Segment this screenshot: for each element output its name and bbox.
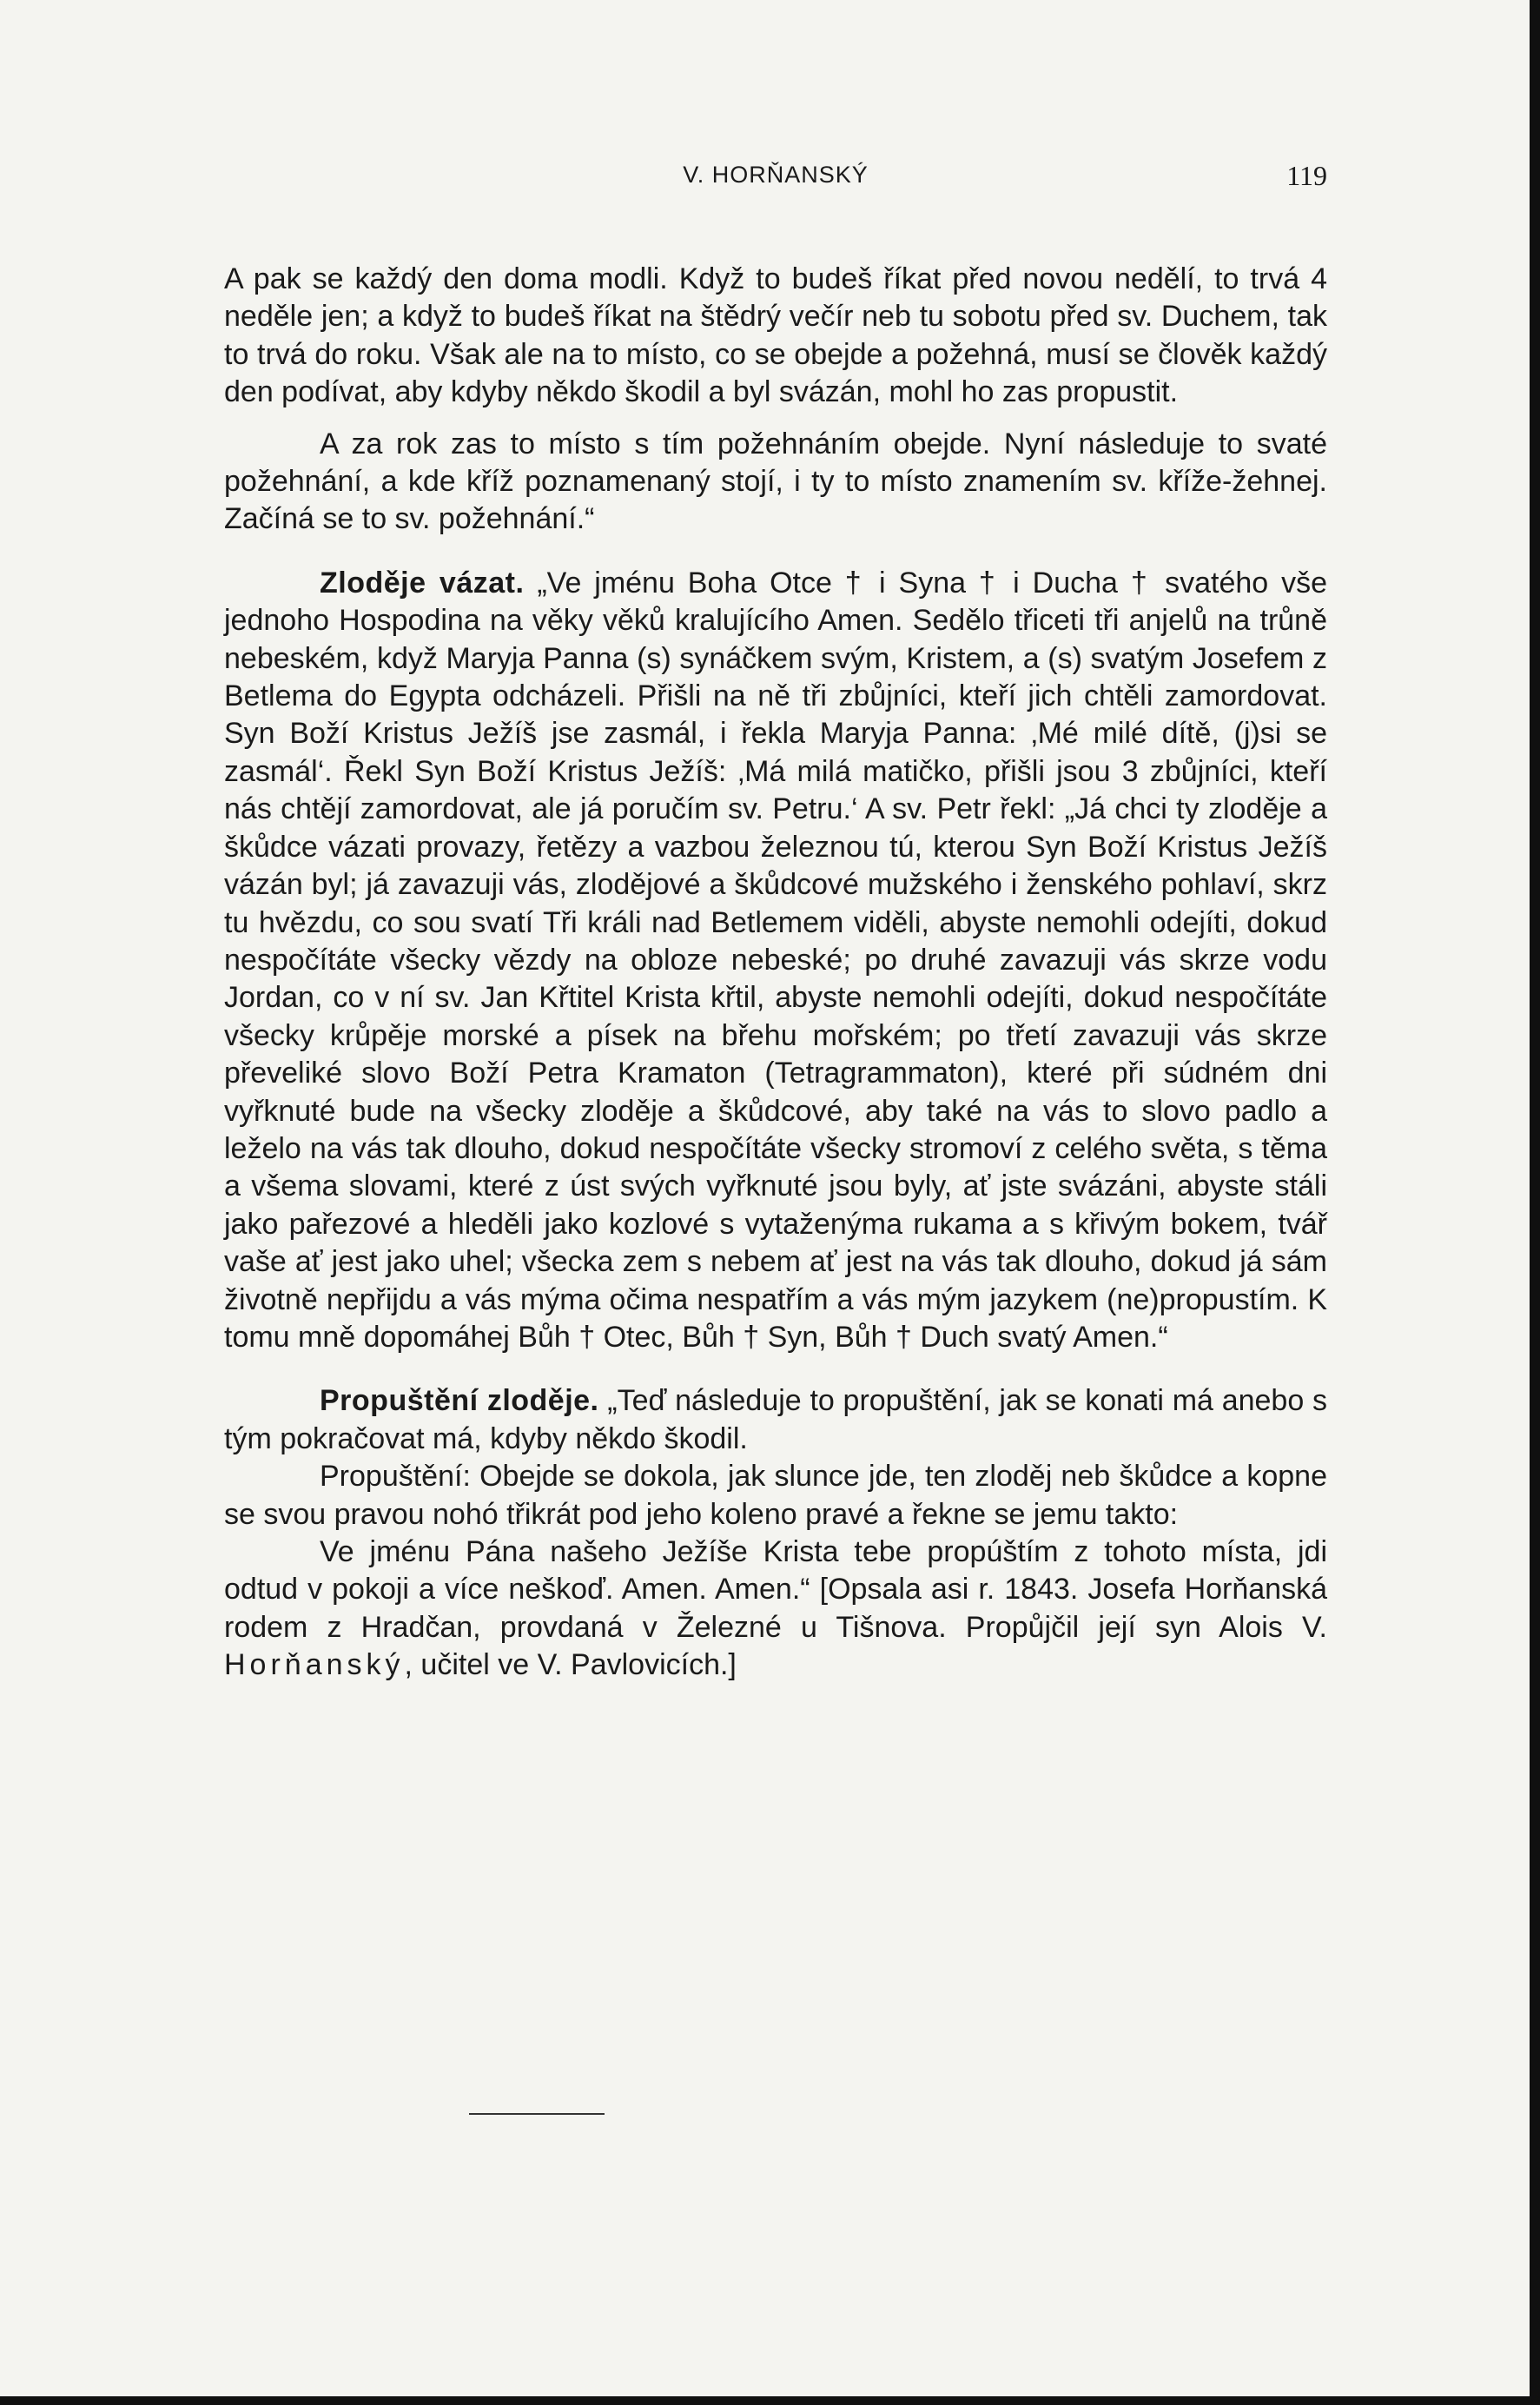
body-text — [224, 261, 1327, 1685]
author-name: Horňanský — [224, 1648, 405, 1682]
section-propusteni-zlodeje — [224, 1382, 1327, 1458]
paragraph-text: : Obejde se dokola, jak slunce jde, ten zloděj neb škůdce a kopne se svou pravou nohó třikrát pod jeho koleno pravé a řekne se jemu takto: — [224, 1460, 1327, 1531]
paragraph-label: Propuštění — [320, 1460, 463, 1494]
section-text: „Teď následuje to propuštění, jak se konati má anebo s tým pokračovat má, kdyby někdo škodil. — [224, 1384, 1327, 1455]
paragraph-text: Ve jménu Pána našeho Ježíše Krista tebe propúštím z tohoto místa, jdi odtud v pokoji a více neškoď. Amen. Amen.“ [Opsala asi r. 1843. Josefa Horňanská rodem z Hradčan, provdaná v Železné u Tišnova. Propůjčil její syn Alois V. — [224, 1535, 1327, 1644]
scan-border-right — [1530, 0, 1540, 2405]
paragraph: A pak se každý den doma modli. Když to budeš říkat před novou nedělí, to trvá 4 neděle jen; a když to budeš říkat na štědrý večír neb tu sobotu před sv. Duchem, tak to trvá do roku. Však ale na to místo, co se obejde a požehná, musí se člověk každý den podívat, aby kdyby někdo škodil a byl svázán, mohl ho zas propustit. — [224, 262, 1327, 409]
paragraph: A za rok zas to místo s tím požehnáním obejde. Nyní následuje to svaté požehnání, a kde kříž poznamenaný stojí, i ty to místo znamením sv. kříže-žehnej. Začíná se to sv. požehnání.“ — [224, 427, 1327, 536]
paragraph — [224, 1458, 1327, 1534]
section-text: „Ve jménu Boha Otce † i Syna † i Ducha † svatého vše jednoho Hospodina na věky věků kralujícího Amen. Sedělo třiceti tři anjelů na trůně nebeském, když Maryja Panna (s) synáčkem svým, Kristem, a (s) svatým Josefem z Betlema do Egypta odcházeli. Přišli na ně tři zbůjníci, kteří jich chtěli zamordovat. Syn Boží Kristus Ježíš jse zasmál, i řekla Maryja Panna: ‚Mé milé dítě, (j)si se zasmál‘. Řekl Syn Boží Kristus Ježíš: ‚Má milá matičko, přišli jsou 3 zbůjníci, kteří nás chtějí zamordovat, ale já poručím sv. Petru.‘ A sv. Petr řekl: „Já chci ty zloděje a škůdce vázati provazy, řetězy a vazbou železnou tú, kterou Syn Boží Kristus Ježíš vázán byl; já zavazuji vás, zlodějové a škůdcové mužského i ženského pohlaví, skrz tu hvězdu, co sou svatí Tři králi nad Betlemem viděli, abyste nemohli odejíti, dokud nespočítáte všecky vězdy na obloze nebeské; po druhé zavazuji vás skrze vodu Jordan, co v ní sv. Jan Křtitel Krista křtil, abyste nemohli odejíti, dokud nespočítáte všecky krůpěje morské a písek na břehu mořském; po třetí zavazuji vás skrze převeliké slovo Boží Petra Kramaton (Tetragrammaton), které při súdném dni vyřknuté bude na všecky zloděje a škůdcové, aby také na vás to slovo padlo a leželo na vás tak dlouho, dokud nespočítáte všecky stromoví z celého světa, s těma a všema slovami, které z úst svých vyřknuté jsou byly, ať jste svázáni, abyste stáli jako pařezové a hleděli jako kozlové s vytaženýma rukama a s křivým bokem, tvář vaše ať jest jako uhel; všecka zem s nebem ať jest na vás tak dlouho, dokud já sám životně nepřijdu a vás mýma očima nespatřím a vás mým jazykem (ne)propustím. K tomu mně dopomáhej Bůh † Otec, Bůh † Syn, Bůh † Duch svatý Amen.“ — [224, 566, 1327, 1354]
page-number: 119 — [1286, 160, 1327, 191]
section-zlodeje-vazat — [224, 565, 1327, 1357]
paragraph-text: , učitel ve V. Pavlovicích.] — [404, 1648, 737, 1682]
book-page — [224, 155, 1327, 1685]
running-header — [224, 155, 1327, 207]
end-rule — [469, 2113, 605, 2115]
section-heading: Zloděje vázat. — [320, 566, 525, 600]
section-heading: Propuštění zloděje. — [320, 1384, 599, 1418]
scan-border-bottom — [0, 2396, 1540, 2405]
paragraph — [224, 1534, 1327, 1685]
header-title: V. HORŇANSKÝ — [683, 162, 869, 188]
